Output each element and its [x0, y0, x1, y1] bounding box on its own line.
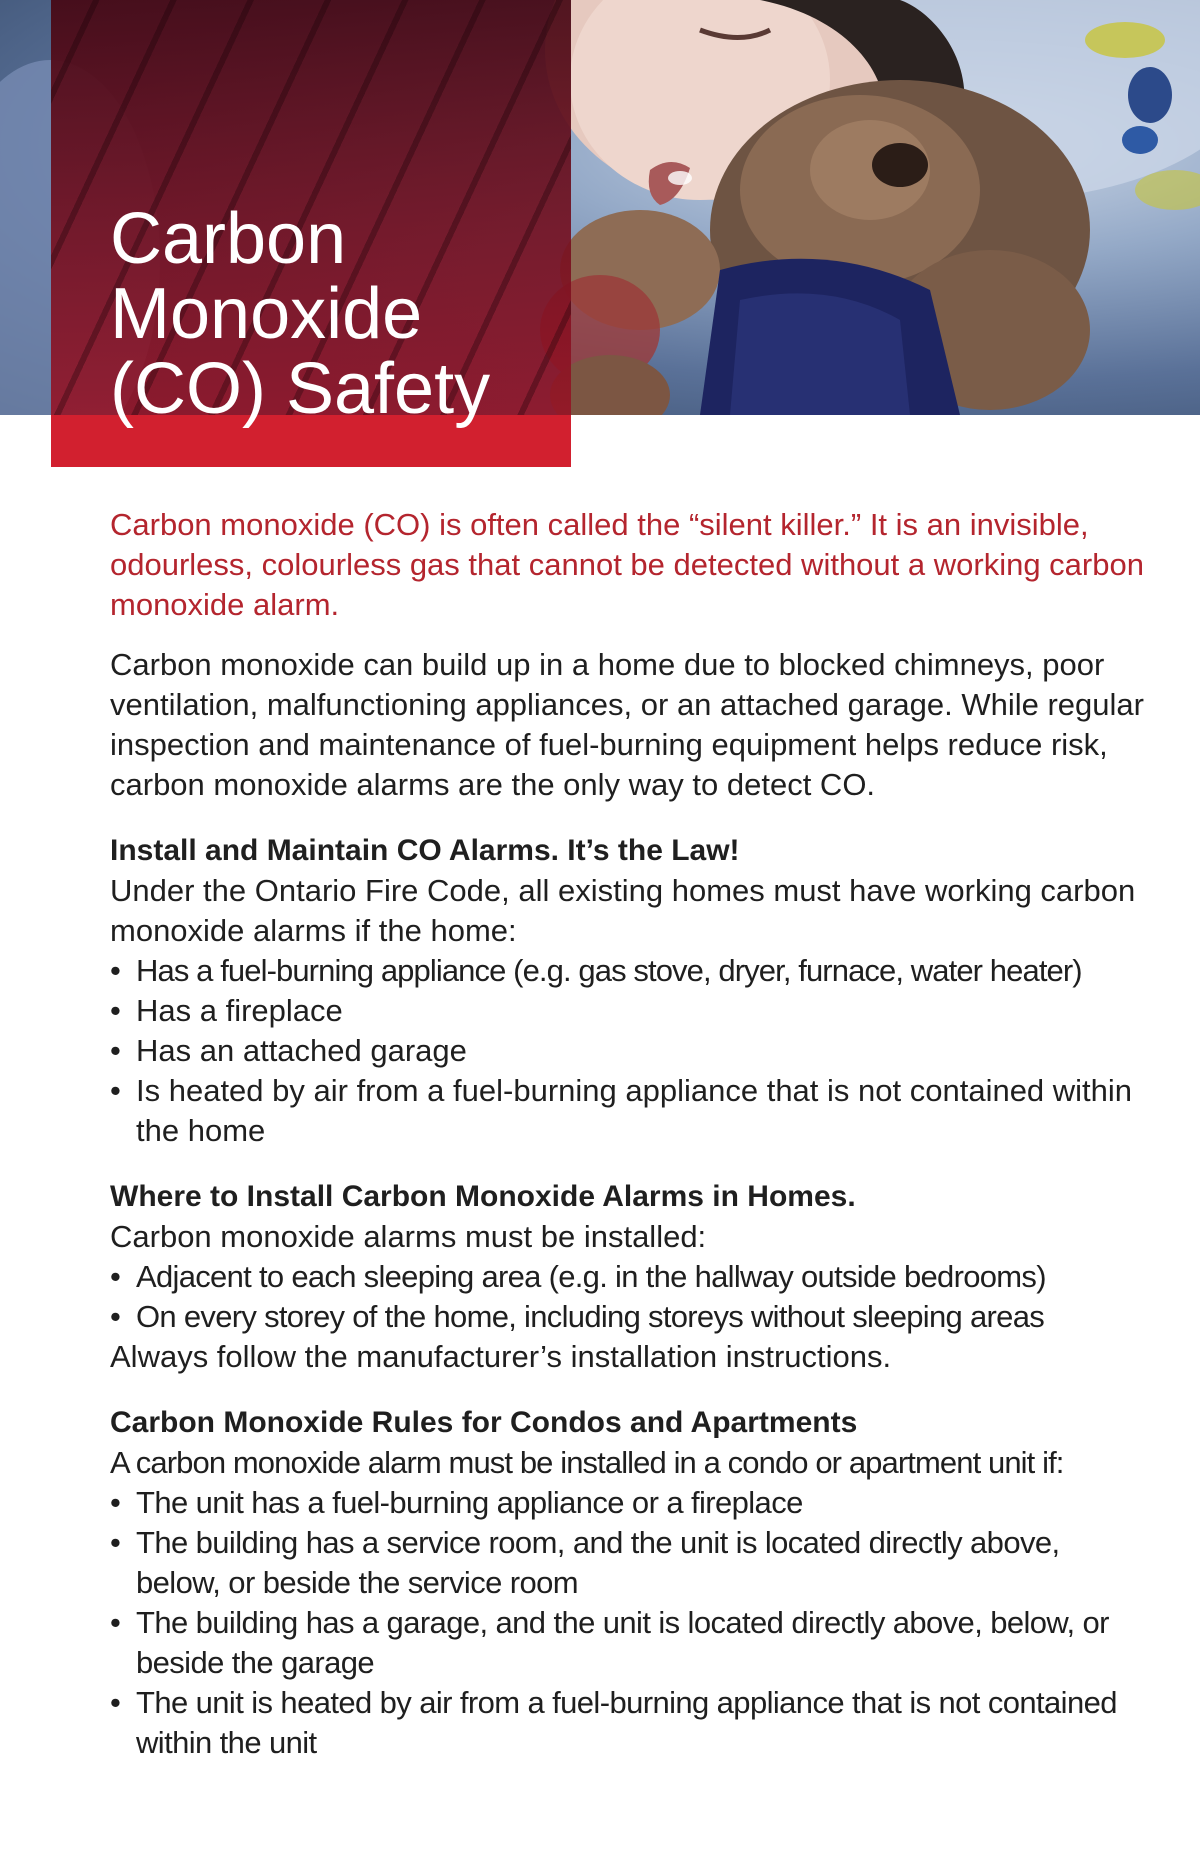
page-title: Carbon Monoxide (CO) Safety	[110, 199, 491, 429]
section-condos-apartments	[110, 1403, 1150, 1763]
list-item-text: Has a fuel-burning appliance (e.g. gas stove, dryer, furnace, water heater)	[136, 953, 1082, 988]
list-item	[110, 1483, 1150, 1523]
list-item	[110, 1297, 1150, 1337]
bullet-icon: •	[110, 953, 121, 988]
list-item-text: The unit has a fuel-burning appliance or a fireplace	[136, 1485, 803, 1520]
bullet-icon: •	[110, 1033, 121, 1068]
section-install-maintain	[110, 831, 1150, 1151]
section-lead: A carbon monoxide alarm must be installed in a condo or apartment unit if:	[110, 1445, 1064, 1480]
section-lead: Under the Ontario Fire Code, all existing homes must have working carbon monoxide alarms if the home:	[110, 873, 1136, 948]
section-heading: Install and Maintain CO Alarms. It’s the Law!	[110, 834, 740, 867]
section-where-to-install	[110, 1177, 1150, 1377]
section-heading: Carbon Monoxide Rules for Condos and Apartments	[110, 1406, 858, 1439]
list-item	[110, 1257, 1150, 1297]
bullet-icon: •	[110, 1685, 121, 1720]
list-item-text: Adjacent to each sleeping area (e.g. in the hallway outside bedrooms)	[136, 1259, 1046, 1294]
list-item	[110, 991, 1150, 1031]
body-paragraph: Carbon monoxide can build up in a home due to blocked chimneys, poor ventilation, malfunctioning appliances, or an attached garage. While regular inspection and maintenance of fuel-burning equipment helps reduce risk, carbon monoxide alarms are the only way to detect CO.	[110, 647, 1144, 802]
list-item	[110, 1523, 1150, 1603]
list-item-text: The building has a garage, and the unit is located directly above, below, or beside the garage	[136, 1605, 1109, 1680]
list-item-text: Has an attached garage	[136, 1033, 467, 1068]
bullet-icon: •	[110, 1485, 121, 1520]
section-trailing-note: Always follow the manufacturer’s installation instructions.	[110, 1339, 892, 1374]
bullet-icon: •	[110, 1259, 121, 1294]
section-lead: Carbon monoxide alarms must be installed:	[110, 1219, 707, 1254]
bullet-icon: •	[110, 1605, 121, 1640]
bullet-list	[110, 951, 1150, 1151]
bullet-icon: •	[110, 1299, 121, 1334]
list-item-text: Is heated by air from a fuel-burning appliance that is not contained within the home	[136, 1073, 1133, 1148]
main-content	[110, 505, 1150, 1789]
section-heading: Where to Install Carbon Monoxide Alarms in Homes.	[110, 1180, 856, 1213]
bullet-list	[110, 1483, 1150, 1763]
list-item	[110, 1031, 1150, 1071]
bullet-list	[110, 1257, 1150, 1337]
list-item	[110, 1683, 1150, 1763]
list-item	[110, 1603, 1150, 1683]
bullet-icon: •	[110, 1525, 121, 1560]
list-item-text: The building has a service room, and the unit is located directly above, below, or beside the service room	[136, 1525, 1060, 1600]
list-item-text: On every storey of the home, including storeys without sleeping areas	[136, 1299, 1045, 1334]
list-item-text: Has a fireplace	[136, 993, 343, 1028]
intro-paragraph: Carbon monoxide (CO) is often called the “silent killer.” It is an invisible, odourless, colourless gas that cannot be detected without a working carbon monoxide alarm.	[110, 507, 1144, 622]
bullet-icon: •	[110, 1073, 121, 1108]
bullet-icon: •	[110, 993, 121, 1028]
list-item	[110, 951, 1150, 991]
list-item-text: The unit is heated by air from a fuel-burning appliance that is not contained within the unit	[136, 1685, 1117, 1760]
list-item	[110, 1071, 1150, 1151]
